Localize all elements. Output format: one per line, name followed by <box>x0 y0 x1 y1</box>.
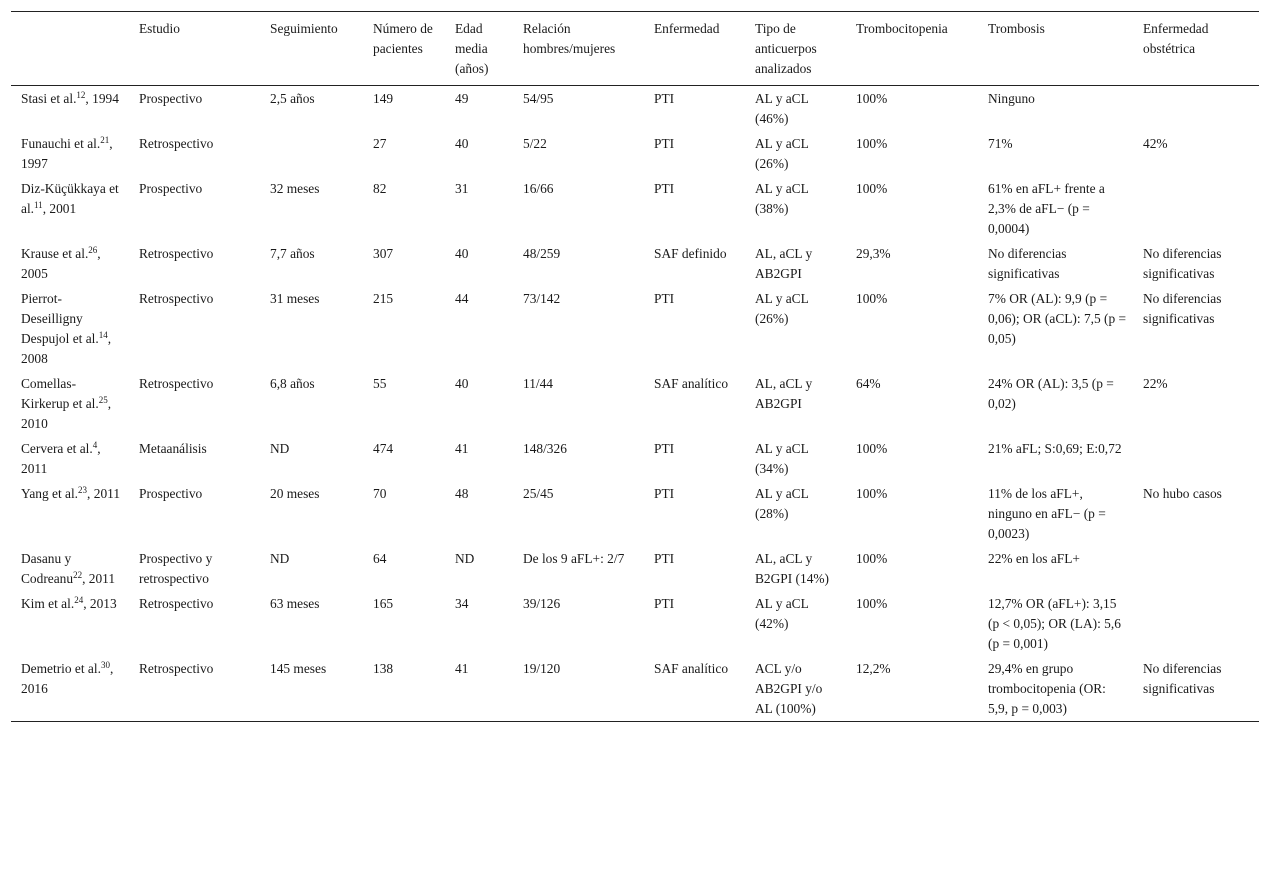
obstetrica-cell <box>1133 86 1259 132</box>
edad-cell: 41 <box>445 656 513 722</box>
author-cell <box>11 656 129 722</box>
author-year: , 2001 <box>42 201 77 216</box>
anticuerpos-cell: AL, aCL y B2GPI (14%) <box>755 551 830 586</box>
estudio-cell: Retrospectivo <box>139 376 214 391</box>
author-year: , 2013 <box>83 596 117 611</box>
trombosis-cell: 61% en aFL+ frente a 2,3% de aFL− (p = 0,0004) <box>988 181 1109 236</box>
estudio-cell: Retrospectivo <box>139 136 214 151</box>
anticuerpos-cell: AL y aCL (34%) <box>755 441 809 476</box>
col-header-trombocitopenia: Trombocitopenia <box>846 12 978 86</box>
trombosis-cell: No diferencias significativas <box>988 246 1070 281</box>
seguimiento-cell: 2,5 años <box>270 91 315 106</box>
reference-number: 22 <box>73 570 83 580</box>
trombosis-cell: 7% OR (AL): 9,9 (p = 0,06); OR (aCL): 7,5 (p = 0,05) <box>988 291 1130 346</box>
table-row <box>11 546 1259 591</box>
edad-cell: 48 <box>455 486 469 501</box>
author-name: Pierrot-Deseilligny Despujol et al. <box>21 291 99 346</box>
col-header-enfermedad: Enfermedad <box>644 12 745 86</box>
author-name: Dasanu y Codreanu <box>21 551 74 586</box>
trombocitopenia-cell: 100% <box>856 136 888 151</box>
author-cell <box>11 481 129 546</box>
table-body <box>11 86 1259 722</box>
author-name: Funauchi et al. <box>21 136 101 151</box>
author-year: , 2008 <box>21 331 112 366</box>
author-cell <box>11 86 129 132</box>
trombosis-cell: 24% OR (AL): 3,5 (p = 0,02) <box>988 376 1118 411</box>
studies-table <box>11 11 1259 722</box>
obstetrica-cell <box>1133 546 1259 591</box>
author-year: , 1994 <box>85 91 119 106</box>
reference-number: 24 <box>74 595 84 605</box>
estudio-cell: Retrospectivo <box>139 246 214 261</box>
seguimiento-cell: 32 meses <box>270 181 320 196</box>
relacion-cell: 11/44 <box>523 376 554 391</box>
trombosis-cell: 22% en los aFL+ <box>988 551 1080 566</box>
author-cell <box>11 286 129 371</box>
col-header-pacientes: Número de pacientes <box>363 12 445 86</box>
obstetrica-cell: No hubo casos <box>1143 486 1222 501</box>
pacientes-cell: 138 <box>363 656 445 722</box>
obstetrica-cell <box>1133 176 1259 241</box>
table-row <box>11 591 1259 656</box>
anticuerpos-cell: AL y aCL (26%) <box>755 291 809 326</box>
relacion-cell: 73/142 <box>523 291 561 306</box>
table-row <box>11 436 1259 481</box>
seguimiento-cell: 20 meses <box>270 486 320 501</box>
relacion-cell: 25/45 <box>523 486 554 501</box>
seguimiento-cell: 63 meses <box>270 596 320 611</box>
obstetrica-cell: 22% <box>1143 376 1168 391</box>
author-year: , 2011 <box>87 486 121 501</box>
author-name: Comellas-Kirkerup et al. <box>21 376 99 411</box>
trombocitopenia-cell: 12,2% <box>846 656 978 722</box>
obstetrica-cell: 42% <box>1143 136 1168 151</box>
enfermedad-cell: PTI <box>654 136 675 151</box>
anticuerpos-cell: AL y aCL (38%) <box>755 181 809 216</box>
trombocitopenia-cell: 100% <box>856 486 888 501</box>
enfermedad-cell: PTI <box>654 596 675 611</box>
pacientes-cell: 149 <box>373 91 394 106</box>
edad-cell: 40 <box>455 376 469 391</box>
relacion-cell: 48/259 <box>523 246 561 261</box>
obstetrica-cell: No diferencias significativas <box>1133 656 1259 722</box>
author-year: , 2011 <box>82 571 116 586</box>
reference-number: 25 <box>98 395 108 405</box>
obstetrica-cell: No diferencias significativas <box>1143 246 1222 281</box>
seguimiento-cell <box>260 131 363 176</box>
estudio-cell: Retrospectivo <box>139 291 214 306</box>
trombosis-cell: 71% <box>988 136 1013 151</box>
reference-number: 14 <box>98 330 108 340</box>
anticuerpos-cell: AL, aCL y AB2GPI <box>755 376 813 411</box>
edad-cell: 40 <box>455 136 469 151</box>
col-header-relacion: Relación hombres/mujeres <box>513 12 644 86</box>
col-header-author <box>11 12 129 86</box>
enfermedad-cell: SAF analítico <box>644 656 745 722</box>
enfermedad-cell: PTI <box>654 486 675 501</box>
reference-number: 30 <box>100 660 110 670</box>
edad-cell: 41 <box>455 441 469 456</box>
enfermedad-cell: PTI <box>654 91 675 106</box>
enfermedad-cell: SAF analítico <box>654 376 729 391</box>
author-cell <box>11 591 129 656</box>
edad-cell: 34 <box>455 596 469 611</box>
relacion-cell: 39/126 <box>523 596 561 611</box>
seguimiento-cell: ND <box>270 551 290 566</box>
pacientes-cell: 55 <box>373 376 387 391</box>
edad-cell: ND <box>455 551 475 566</box>
relacion-cell: 5/22 <box>523 136 547 151</box>
author-name: Krause et al. <box>21 246 89 261</box>
seguimiento-cell: 6,8 años <box>270 376 315 391</box>
edad-cell: 49 <box>455 91 469 106</box>
table-row <box>11 241 1259 286</box>
trombosis-cell: 29,4% en grupo trombocitopenia (OR: 5,9, p = 0,003) <box>978 656 1133 722</box>
anticuerpos-cell: AL y aCL (26%) <box>755 136 809 171</box>
col-header-obstetrica: Enfermedad obstétrica <box>1133 12 1259 86</box>
obstetrica-cell <box>1133 591 1259 656</box>
reference-number: 11 <box>34 200 43 210</box>
author-name: Yang et al. <box>21 486 79 501</box>
relacion-cell: 54/95 <box>523 91 554 106</box>
obstetrica-cell <box>1133 436 1259 481</box>
table-row <box>11 131 1259 176</box>
author-year: , 2011 <box>21 441 101 476</box>
seguimiento-cell: 7,7 años <box>270 246 315 261</box>
author-name: Demetrio et al. <box>21 661 101 676</box>
edad-cell: 44 <box>455 291 469 306</box>
trombocitopenia-cell: 100% <box>856 441 888 456</box>
pacientes-cell: 27 <box>373 136 387 151</box>
col-header-trombosis: Trombosis <box>978 12 1133 86</box>
enfermedad-cell: PTI <box>654 291 675 306</box>
author-cell <box>11 371 129 436</box>
pacientes-cell: 474 <box>373 441 394 456</box>
estudio-cell: Prospectivo <box>139 91 203 106</box>
enfermedad-cell: SAF definido <box>654 246 727 261</box>
edad-cell: 40 <box>455 246 469 261</box>
trombocitopenia-cell: 100% <box>856 596 888 611</box>
pacientes-cell: 165 <box>373 596 394 611</box>
author-year: , 2005 <box>21 246 101 281</box>
estudio-cell: Prospectivo <box>139 181 203 196</box>
reference-number: 4 <box>92 440 98 450</box>
table-row <box>11 656 1259 722</box>
pacientes-cell: 307 <box>373 246 394 261</box>
author-cell <box>11 176 129 241</box>
author-year: , 2010 <box>21 396 112 431</box>
author-name: Diz-Küçükkaya et al. <box>21 181 119 216</box>
author-year: , 1997 <box>21 136 113 171</box>
table-row <box>11 481 1259 546</box>
author-name: Kim et al. <box>21 596 75 611</box>
trombocitopenia-cell: 29,3% <box>856 246 891 261</box>
trombocitopenia-cell: 100% <box>856 551 888 566</box>
table-row <box>11 86 1259 132</box>
estudio-cell: Prospectivo <box>139 486 203 501</box>
estudio-cell: Prospectivo y retrospectivo <box>139 551 213 586</box>
seguimiento-cell: 31 meses <box>270 291 320 306</box>
col-header-estudio: Estudio <box>129 12 260 86</box>
trombosis-cell: 21% aFL; S:0,69; E:0,72 <box>988 441 1122 456</box>
author-name: Stasi et al. <box>21 91 77 106</box>
trombocitopenia-cell: 100% <box>856 91 888 106</box>
anticuerpos-cell: AL y aCL (42%) <box>755 596 809 631</box>
enfermedad-cell: PTI <box>654 181 675 196</box>
obstetrica-cell: No diferencias significativas <box>1143 291 1222 326</box>
pacientes-cell: 64 <box>373 551 387 566</box>
trombosis-cell: 12,7% OR (aFL+): 3,15 (p < 0,05); OR (LA): 5,6 (p = 0,001) <box>988 596 1125 651</box>
author-cell <box>11 131 129 176</box>
seguimiento-cell: 145 meses <box>260 656 363 722</box>
author-year: , 2016 <box>21 661 114 696</box>
trombosis-cell: 11% de los aFL+, ninguno en aFL− (p = 0,0023) <box>988 486 1110 541</box>
estudio-cell: Metaanálisis <box>139 441 207 456</box>
pacientes-cell: 215 <box>373 291 394 306</box>
relacion-cell: 148/326 <box>523 441 567 456</box>
table-row <box>11 176 1259 241</box>
seguimiento-cell: ND <box>270 441 290 456</box>
estudio-cell: Retrospectivo <box>129 656 260 722</box>
edad-cell: 31 <box>455 181 469 196</box>
enfermedad-cell: PTI <box>654 551 675 566</box>
col-header-edad: Edad media (años) <box>445 12 513 86</box>
table-row <box>11 286 1259 371</box>
reference-number: 21 <box>100 135 110 145</box>
col-header-seguimiento: Seguimiento <box>260 12 363 86</box>
anticuerpos-cell: AL, aCL y AB2GPI <box>755 246 813 281</box>
reference-number: 12 <box>76 90 86 100</box>
relacion-cell: 19/120 <box>513 656 644 722</box>
reference-number: 26 <box>88 245 98 255</box>
relacion-cell: 16/66 <box>523 181 554 196</box>
anticuerpos-cell: ACL y/o AB2GPI y/o AL (100%) <box>745 656 846 722</box>
pacientes-cell: 70 <box>373 486 387 501</box>
relacion-cell: De los 9 aFL+: 2/7 <box>523 551 625 566</box>
anticuerpos-cell: AL y aCL (46%) <box>755 91 809 126</box>
anticuerpos-cell: AL y aCL (28%) <box>755 486 809 521</box>
trombocitopenia-cell: 100% <box>856 291 888 306</box>
trombocitopenia-cell: 100% <box>856 181 888 196</box>
author-cell <box>11 241 129 286</box>
author-cell <box>11 436 129 481</box>
enfermedad-cell: PTI <box>654 441 675 456</box>
trombocitopenia-cell: 64% <box>856 376 881 391</box>
table-row <box>11 371 1259 436</box>
col-header-anticuerpos: Tipo de anticuerpos analizados <box>745 12 846 86</box>
pacientes-cell: 82 <box>373 181 387 196</box>
estudio-cell: Retrospectivo <box>139 596 214 611</box>
header-row <box>11 12 1259 86</box>
author-cell <box>11 546 129 591</box>
trombosis-cell: Ninguno <box>988 91 1035 106</box>
reference-number: 23 <box>78 485 88 495</box>
author-name: Cervera et al. <box>21 441 93 456</box>
